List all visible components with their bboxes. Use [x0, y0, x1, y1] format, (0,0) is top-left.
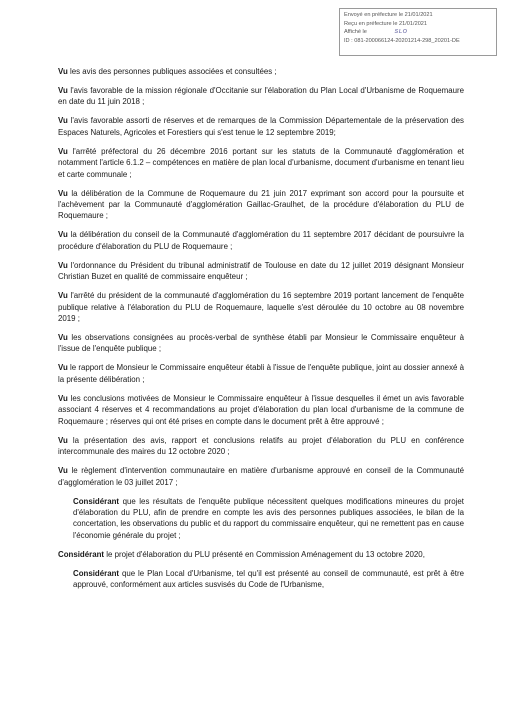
paragraph-keyword: Vu — [58, 86, 68, 95]
paragraph — [58, 568, 464, 591]
paragraph-keyword: Considérant — [73, 568, 120, 578]
paragraph-text: la délibération de la Commune de Roquemaure du 21 juin 2017 exprimant son accord pour la poursuite et l'achèvement par la Communauté d'agglomération Gaillac-Graulhet, de la procédure d'élaboration du PLU de Roquemaure ; — [58, 188, 464, 221]
paragraph-text: le règlement d'intervention communautaire en matière d'urbanisme approuvé en conseil de la Communauté d'agglomération le 03 juillet 2017 ; — [58, 466, 464, 487]
paragraph-keyword: Vu — [58, 188, 68, 198]
paragraph-keyword: Vu — [58, 435, 68, 445]
stamp-posted-line — [344, 28, 492, 37]
paragraph-keyword: Vu — [58, 116, 68, 126]
paragraph-keyword: Considérant — [58, 549, 105, 559]
stamp-signature: SLO — [394, 29, 408, 36]
paragraph-text: les conclusions motivées de Monsieur le Commissaire enquêteur à l'issue desquelles il émet un avis favorable associant 4 réserves et 4 recommandations au projet d'élaboration du plan local d'urbanisme de la commune de Roquemaure ; réserves qui ont été prises en compte dans le document prêt à être approuvé ; — [58, 393, 464, 426]
paragraph — [58, 260, 464, 283]
paragraph — [58, 146, 464, 180]
paragraph-keyword: Vu — [58, 393, 68, 403]
paragraph — [58, 393, 464, 427]
paragraph — [58, 332, 464, 355]
paragraph-text: les avis des personnes publiques associées et consultées ; — [67, 67, 277, 76]
paragraph-text: l'arrêté du président de la communauté d'agglomération du 16 septembre 2019 portant lancement de l'enquête publique relative à l'élaboration du PLU de Roquemaure, laquelle s'est déroulée du 10 octobre au 08 novembre 2019 ; — [58, 291, 464, 324]
stamp-id-line: ID : 081-200066124-20201214-298_20201-DE — [344, 37, 460, 44]
paragraph-text: les observations consignées au procès-verbal de synthèse établi par Monsieur le Commissaire enquêteur à l'issue de l'enquête publique ; — [58, 333, 464, 354]
paragraph-keyword: Vu — [58, 363, 68, 373]
paragraph-text: le projet d'élaboration du PLU présenté en Commission Aménagement du 13 octobre 2020, — [104, 549, 425, 559]
paragraph — [58, 496, 464, 542]
paragraph-keyword: Considérant — [73, 496, 120, 506]
document-body — [58, 66, 464, 598]
paragraph — [58, 188, 464, 222]
paragraph-text: l'avis favorable assorti de réserves et de remarques de la Commission Départementale de la préservation des Espaces Naturels, Agricoles et Forestiers qui s'est tenue le 12 septembre 2019; — [58, 116, 464, 137]
paragraph-text: la présentation des avis, rapport et conclusions relatifs au projet d'élaboration du PLU en conférence intercommunale des maires du 12 octobre 2020 ; — [58, 435, 464, 457]
paragraph-text: la délibération du conseil de la Communauté d'agglomération du 11 septembre 2017 décidant de poursuivre la procédure d'élaboration du PLU de Roquemaure ; — [58, 230, 464, 251]
paragraph-keyword: Vu — [58, 230, 68, 240]
paragraph-keyword: Vu — [58, 291, 68, 301]
paragraph — [58, 465, 464, 488]
stamp-posted-label: Affiché le — [344, 29, 367, 36]
paragraph-keyword: Vu — [58, 260, 68, 270]
paragraph-keyword: Vu — [58, 67, 68, 76]
stamp-sent-line: Envoyé en préfecture le 21/01/2021 — [344, 12, 433, 18]
paragraph — [58, 362, 464, 385]
paragraph — [58, 435, 464, 458]
paragraph-text: que le Plan Local d'Urbanisme, tel qu'il est présenté au conseil de communauté, est prêt à être approuvé, conformément aux articles susvisés du Code de l'Urbanisme, — [73, 568, 464, 590]
paragraph-text: que les résultats de l'enquête publique nécessitent quelques modifications mineures du projet d'élaboration du PLU, afin de prendre en compte les avis des personnes publiques associées, le bilan de la concertation, les observations du public et du rapport du commissaire enquêteur, qui ne remettent pas en cause l'économie générale du projet ; — [73, 496, 464, 540]
paragraph — [58, 290, 464, 324]
paragraph — [58, 66, 464, 77]
paragraph-text: l'avis favorable de la mission régionale d'Occitanie sur l'élaboration du Plan Local d'Urbanisme de Roquemaure en date du 11 juin 2018 ; — [58, 86, 464, 107]
paragraph-keyword: Vu — [58, 466, 68, 476]
paragraph — [58, 229, 464, 252]
paragraph-text: l'ordonnance du Président du tribunal administratif de Toulouse en date du 12 juillet 2019 désignant Monsieur Christian Buzet en qualité de commissaire enquêteur ; — [58, 260, 464, 282]
paragraph-keyword: Vu — [58, 333, 68, 343]
paragraph-keyword: Vu — [58, 146, 68, 156]
paragraph — [58, 115, 464, 138]
paragraph-text: l'arrêté préfectoral du 26 décembre 2016 portant sur les statuts de la Communauté d'agglomération et notamment l'article 6.1.2 – compétences en matière de plan local d'urbanisme, document d'urbanisme en tenant lieu et carte communale ; — [58, 146, 464, 179]
prefecture-stamp — [339, 8, 497, 56]
paragraph — [58, 85, 464, 108]
stamp-received-line: Reçu en préfecture le 21/01/2021 — [344, 20, 428, 27]
paragraph — [58, 549, 464, 560]
paragraph-text: le rapport de Monsieur le Commissaire enquêteur établi à l'issue de l'enquête publique, joint au dossier annexé à la présente délibération ; — [58, 363, 464, 384]
